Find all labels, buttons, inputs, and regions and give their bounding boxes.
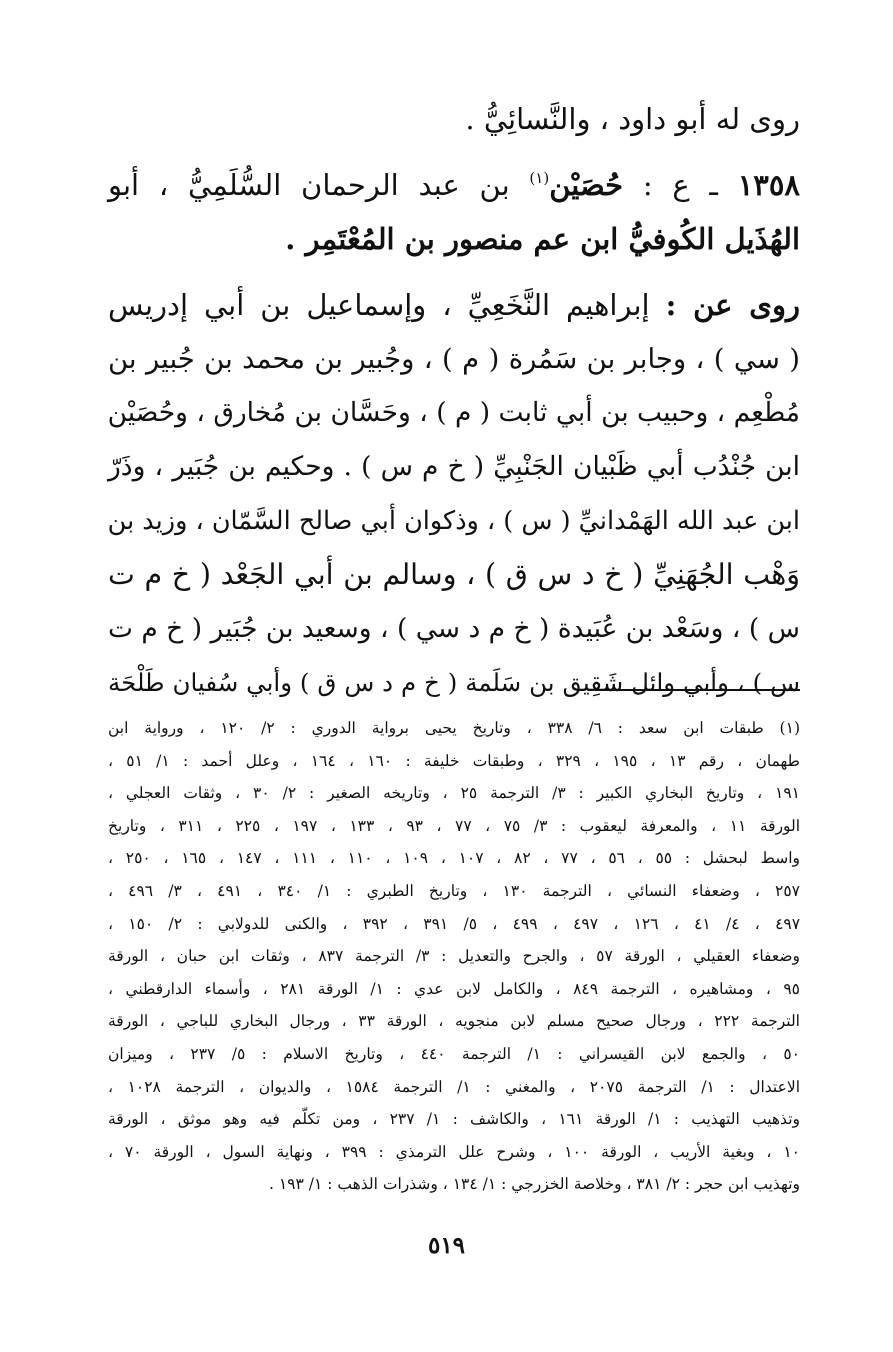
footnote-line: ١٠ ، وبغية الأريب ، الورقة ١٠٠ ، وشرح علل الترمذي : ٣٩٩ ، ونهاية السول ، الورقة ٧٠ ،	[108, 1142, 800, 1161]
footnote-line: وتذهيب التهذيب : ١/ الورقة ١٦١ ، والكاشف : ١/ ٢٣٧ ، ومن تكلّم فيه وهو موثق ، الورقة	[108, 1110, 800, 1129]
rawa-an-label: روى عن :	[665, 288, 801, 322]
entry-name: حُصَيْن	[549, 168, 624, 202]
footnote-line: ٥٠ ، والجمع لابن القيسراني : ١/ الترجمة ٤٤٠ ، وتاريخ الاسلام : ٥/ ٢٣٧ ، وميزان	[108, 1044, 801, 1063]
rawa-an-line	[108, 278, 800, 332]
text-line: ابن جُنْدُب أبي ظَبْيان الجَنْبِيِّ ( خ م س ) . وحكيم بن جُبَير ، وذَرّ	[108, 451, 800, 482]
text-line: س ) ، وأبي وائل شَقِيق بن سَلَمة ( خ م د س ق ) وأبي سُفيان طَلْحَة	[108, 668, 800, 697]
entry-number: ١٣٥٨	[737, 168, 800, 202]
footnote-line: (١) طبقات ابن سعد : ٦/ ٣٣٨ ، وتاريخ يحيى برواية الدوري : ٢/ ١٢٠ ، ورواية ابن	[108, 719, 800, 737]
text-line: مُطْعِم ، وحبيب بن أبي ثابت ( م ) ، وحَسَّان بن مُخارق ، وحُصَيْن	[107, 397, 800, 428]
text-line: روى له أبو داود ، والنَّسائِيُّ .	[465, 102, 800, 136]
footnote-separator	[595, 689, 800, 691]
footnote-line: وتهذيب ابن حجر : ٢/ ٣٨١ ، وخلاصة الخزرجي : ١/ ١٣٤ ، وشذرات الذهب : ١/ ١٩٣ .	[268, 1175, 800, 1194]
main-text	[108, 92, 800, 710]
footnotes	[108, 712, 800, 1201]
footnote-line: واسط لبحشل : ٥٥ ، ٥٦ ، ٧٧ ، ٨٢ ، ١٠٧ ، ١٠٩ ، ١١٠ ، ١١١ ، ١٤٧ ، ١٦٥ ، ٢٥٠ ،	[108, 849, 801, 868]
footnote-line: الترجمة ٢٢٢ ، ورجال صحيح مسلم لابن منجويه ، الورقة ٣٣ ، ورجال البخاري للباجي ، الورقة	[108, 1012, 800, 1031]
footnote-line: طهمان ، رقم ١٣ ، ١٩٥ ، ٣٢٩ ، وطبقات خليفة : ١٦٠ ، ١٦٤ ، وعلل أحمد : ١/ ٥١ ،	[108, 751, 800, 770]
text-line: ( سي ) ، وجابر بن سَمُرة ( م ) ، وجُبير بن محمد بن جُبير بن	[108, 343, 800, 375]
footnote-line: ٤٩٧ ، ٤/ ٤١ ، ١٢٦ ، ٤٩٧ ، ٤٩٩ ، ٥/ ٣٩١ ، ٣٩٢ ، والكنى للدولابي : ٢/ ١٥٠ ،	[108, 914, 801, 933]
footnote-line: الاعتدال : ١/ الترجمة ٢٠٧٥ ، والمغني : ١/ الترجمة ١٥٨٤ ، والديوان ، الترجمة ١٠٢٨ ،	[108, 1077, 801, 1096]
footnote-line: ٢٥٧ ، وضعفاء النسائي ، الترجمة ١٣٠ ، وتاريخ الطبري : ١/ ٣٤٠ ، ٤٩١ ، ٣/ ٤٩٦ ،	[108, 881, 800, 900]
footnote-line: ١٩١ ، وتاريخ البخاري الكبير : ٣/ الترجمة ٢٥ ، وتاريخه الصغير : ٢/ ٣٠ ، وثقات العجلي ،	[108, 784, 801, 803]
text-line: وَهْب الجُهَنِيِّ ( خ د س ق ) ، وسالم بن أبي الجَعْد ( خ م ت	[108, 558, 800, 591]
text-line: الهُذَيل الكُوفيُّ ابن عم منصور بن المُعْتَمِر .	[285, 222, 800, 256]
footnote-line: وضعفاء العقيلي ، الورقة ٥٧ ، والجرح والتعديل : ٣/ الترجمة ٨٣٧ ، وثقات ابن حبان ، الورقة	[108, 947, 801, 966]
footnote-marker: (١)	[529, 169, 550, 187]
entry-code: ـ ع :	[642, 168, 718, 202]
footnote-line: الورقة ١١ ، والمعرفة ليعقوب : ٣/ ٧٥ ، ٧٧ ، ٩٣ ، ١٣٣ ، ١٩٧ ، ٢٢٥ ، ٣١١ ، وتاريخ	[108, 816, 801, 835]
entry-heading-line	[108, 158, 800, 212]
text-line: ابن عبد الله الهَمْدانيِّ ( س ) ، وذكوان أبي صالح السَّمّان ، وزيد بن	[107, 506, 800, 536]
page-number: ٥١٩	[427, 1232, 466, 1259]
footnote-line: ٩٥ ، ومشاهيره ، الترجمة ٨٤٩ ، والكامل لابن عدي : ١/ الورقة ٢٨١ ، وأسماء الدارقطني ،	[108, 979, 800, 998]
text-line: س ) ، وسَعْد بن عُبَيدة ( خ م د سي ) ، وسعيد بن جُبَير ( خ م ت	[107, 613, 800, 644]
text-line: إبراهيم النَّخَعِيِّ ، وإسماعيل بن أبي إدريس	[108, 288, 650, 322]
entry-rest: بن عبد الرحمان السُّلَمِيُّ ، أبو	[108, 168, 510, 202]
